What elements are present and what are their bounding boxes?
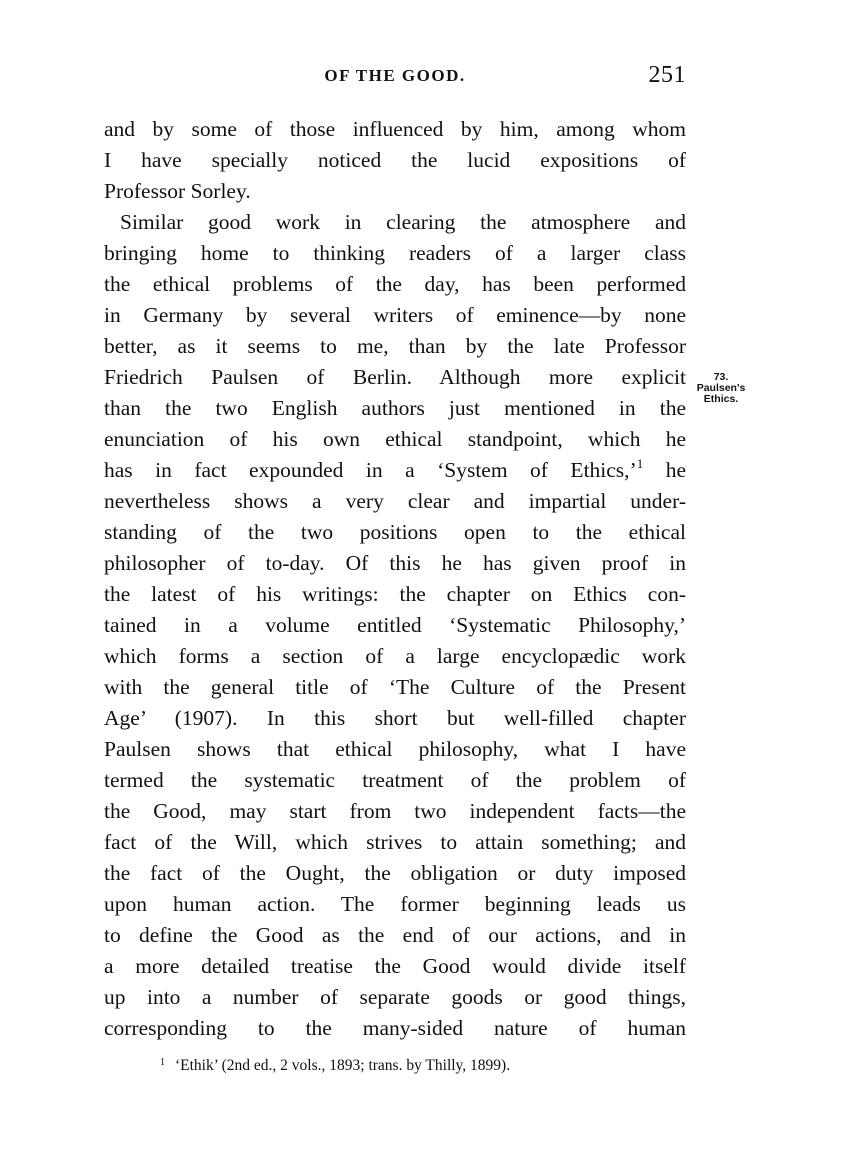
text-line: nevertheless shows a very clear and impartial under- xyxy=(104,489,686,513)
text-line: with the general title of ‘The Culture of the Present xyxy=(104,675,686,699)
text-line-with-footnote-ref xyxy=(104,455,686,486)
page-number: 251 xyxy=(648,62,686,88)
text-line: Friedrich Paulsen of Berlin. Although more explicit xyxy=(104,365,686,389)
text-line: the Good, may start from two independent facts—the xyxy=(104,799,686,823)
text-line: to define the Good as the end of our actions, and in xyxy=(104,923,686,947)
text-line: the fact of the Ought, the obligation or duty imposed xyxy=(104,861,686,885)
text-line: better, as it seems to me, than by the late Professor xyxy=(104,334,686,358)
running-head xyxy=(104,62,686,92)
footnote-ref[interactable]: 1 xyxy=(636,456,644,471)
side-note xyxy=(688,372,754,405)
text-line-part: has in fact expounded in a ‘System of Ethics,’ xyxy=(104,458,637,482)
text-line: which forms a section of a large encyclopædic work xyxy=(104,644,686,668)
text-line: I have specially noticed the lucid expositions of xyxy=(104,148,686,172)
side-note-number: 73. xyxy=(713,371,729,383)
text-line: Similar good work in clearing the atmosphere and xyxy=(120,210,686,234)
text-line: standing of the two positions open to the ethical xyxy=(104,520,686,544)
text-line: and by some of those influenced by him, among whom xyxy=(104,117,686,141)
footnote-text: ‘Ethik’ (2nd ed., 2 vols., 1893; trans. by Thilly, 1899). xyxy=(175,1057,511,1074)
footnote xyxy=(160,1057,510,1075)
text-line: philosopher of to-day. Of this he has given proof in xyxy=(104,551,686,575)
text-line: fact of the Will, which strives to attain something; and xyxy=(104,830,686,854)
side-note-line: Paulsen's xyxy=(696,382,746,394)
text-line: than the two English authors just mentioned in the xyxy=(104,396,686,420)
text-line: Age’ (1907). In this short but well-filled chapter xyxy=(104,706,686,730)
text-line: enunciation of his own ethical standpoint, which he xyxy=(104,427,686,451)
text-line-part: he xyxy=(665,458,686,482)
text-line: up into a number of separate goods or good things, xyxy=(104,985,686,1009)
side-note-line: Ethics. xyxy=(703,393,739,405)
text-line: tained in a volume entitled ‘Systematic Philosophy,’ xyxy=(104,613,686,637)
text-line: in Germany by several writers of eminence—by none xyxy=(104,303,686,327)
text-line: Professor Sorley. xyxy=(104,179,251,203)
text-line: a more detailed treatise the Good would divide itself xyxy=(104,954,686,978)
text-line: the ethical problems of the day, has been performed xyxy=(104,272,686,296)
text-line: bringing home to thinking readers of a larger class xyxy=(104,241,686,265)
text-line: termed the systematic treatment of the problem of xyxy=(104,768,686,792)
text-line: upon human action. The former beginning leads us xyxy=(104,892,686,916)
text-line: the latest of his writings: the chapter on Ethics con- xyxy=(104,582,686,606)
footnote-marker: 1 xyxy=(160,1057,165,1068)
text-line: Paulsen shows that ethical philosophy, what I have xyxy=(104,737,686,761)
running-title: OF THE GOOD. xyxy=(324,66,466,85)
text-line: corresponding to the many-sided nature of human xyxy=(104,1016,686,1040)
